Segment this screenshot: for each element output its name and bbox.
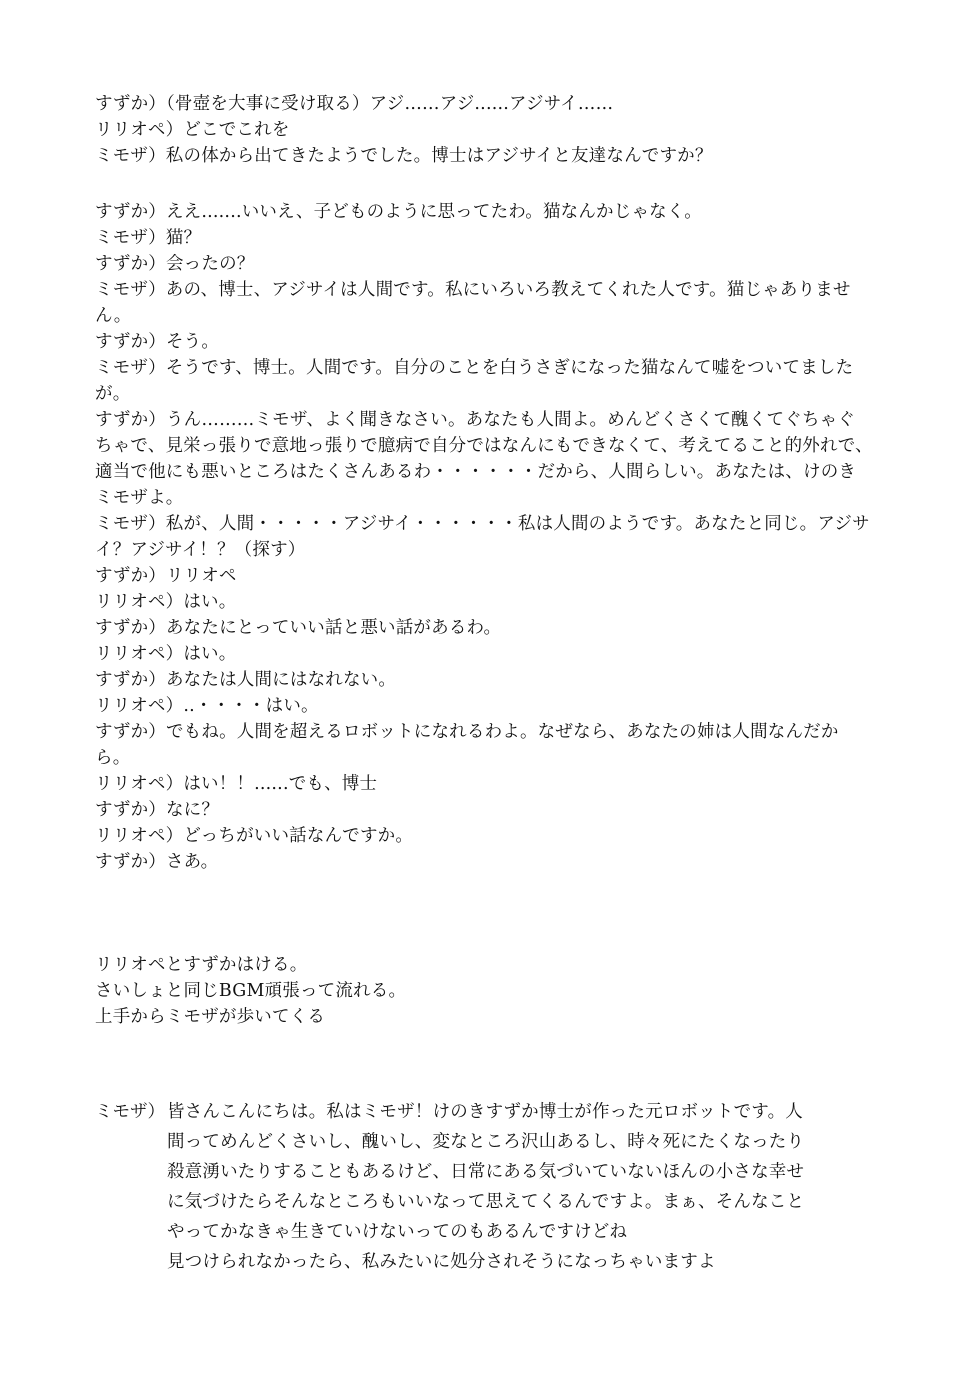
dialogue-line: ん。 <box>95 306 132 326</box>
dialogue-line: リリオペ）どこでこれを <box>95 120 290 140</box>
dialogue-line: が。 <box>95 384 131 404</box>
dialogue-block-2 <box>95 199 895 875</box>
monologue-speaker: ミモザ） <box>95 1102 165 1122</box>
dialogue-line: すずか）ええ.......いいえ、子どものように思ってたわ。猫なんかじゃなく。 <box>95 202 702 222</box>
monologue-line: 皆さんこんにちは。私はミモザ！けのきすずか博士が作った元ロボットです。人 <box>167 1102 803 1122</box>
dialogue-line: リリオペ）どっちがいい話なんですか。 <box>95 826 414 846</box>
dialogue-line: ミモザ）あの、博士、アジサイは人間です。私にいろいろ教えてくれた人です。猫じゃありませ <box>95 280 851 300</box>
dialogue-line: すずか）そう。 <box>95 332 220 352</box>
stage-direction-line: リリオペとすずかはける。 <box>95 955 308 975</box>
dialogue-line: リリオペ）..・・・・はい。 <box>95 696 319 716</box>
dialogue-line: ミモザ）私の体から出てきたようでした。博士はアジサイと友達なんですか？ <box>95 146 713 166</box>
monologue-line: に気づけたらそんなところもいいなって思えてくるんですよ。まぁ、そんなこと <box>167 1192 805 1212</box>
dialogue-line: すずか）（骨壺を大事に受け取る）アジ……アジ......アジサイ…… <box>95 94 614 114</box>
dialogue-line: すずか）うん………ミモザ、よく聞きなさい。あなたも人間よ。めんどくさくて醜くてぐちゃぐ <box>95 410 856 430</box>
stage-direction-line: 上手からミモザが歩いてくる <box>95 1007 326 1027</box>
dialogue-line: すずか）あなたは人間にはなれない。 <box>95 670 397 690</box>
monologue-body <box>167 1097 827 1277</box>
stage-direction-line: さいしょと同じBGM頑張って流れる。 <box>95 981 407 1001</box>
dialogue-line: イ？アジサイ！？（探す） <box>95 540 306 560</box>
dialogue-line: ミモザ）猫？ <box>95 228 202 248</box>
dialogue-line: ら。 <box>95 748 131 768</box>
dialogue-line: すずか）会ったの？ <box>95 254 255 274</box>
dialogue-line: リリオペ）はい。 <box>95 644 237 664</box>
dialogue-line: すずか）あなたにとっていい話と悪い話があるわ。 <box>95 618 502 638</box>
dialogue-line: すずか）なに？ <box>95 800 220 820</box>
dialogue-line: ミモザ）そうです、博士。人間です。自分のことを白うさぎになった猫なんて嘘をついてました <box>95 358 854 378</box>
dialogue-line: リリオペ）はい。 <box>95 592 237 612</box>
dialogue-line: リリオペ）はい！！......でも、博士 <box>95 774 378 794</box>
monologue-line: 殺意湧いたりすることもあるけど、日常にある気づいていないほんの小さな幸せ <box>167 1162 805 1182</box>
dialogue-line: 適当で他にも悪いところはたくさんあるわ・・・・・・だから、人間らしい。あなたは、けのき <box>95 462 857 482</box>
dialogue-line: すずか）でもね。人間を超えるロボットになれるわよ。なぜなら、あなたの姉は人間なんだか <box>95 722 839 742</box>
dialogue-block-1 <box>95 91 895 169</box>
dialogue-line: すずか）リリオペ <box>95 566 237 586</box>
monologue-line: 間ってめんどくさいし、醜いし、変なところ沢山あるし、時々死にたくなったり <box>167 1132 805 1152</box>
dialogue-line: ちゃで、見栄っ張りで意地っ張りで臆病で自分ではなんにもできなくて、考えてること的外れで、 <box>95 436 873 456</box>
dialogue-line: ミモザよ。 <box>95 488 184 508</box>
dialogue-line: すずか）さあ。 <box>95 852 219 872</box>
monologue-line: 見つけられなかったら、私みたいに処分されそうになっちゃいますよ <box>167 1252 716 1272</box>
stage-directions <box>95 952 895 1030</box>
dialogue-line: ミモザ）私が、人間・・・・・アジサイ・・・・・・私は人間のようです。あなたと同じ。アジサ <box>95 514 870 534</box>
monologue-line: やってかなきゃ生きていけないってのもあるんですけどね <box>167 1222 628 1242</box>
